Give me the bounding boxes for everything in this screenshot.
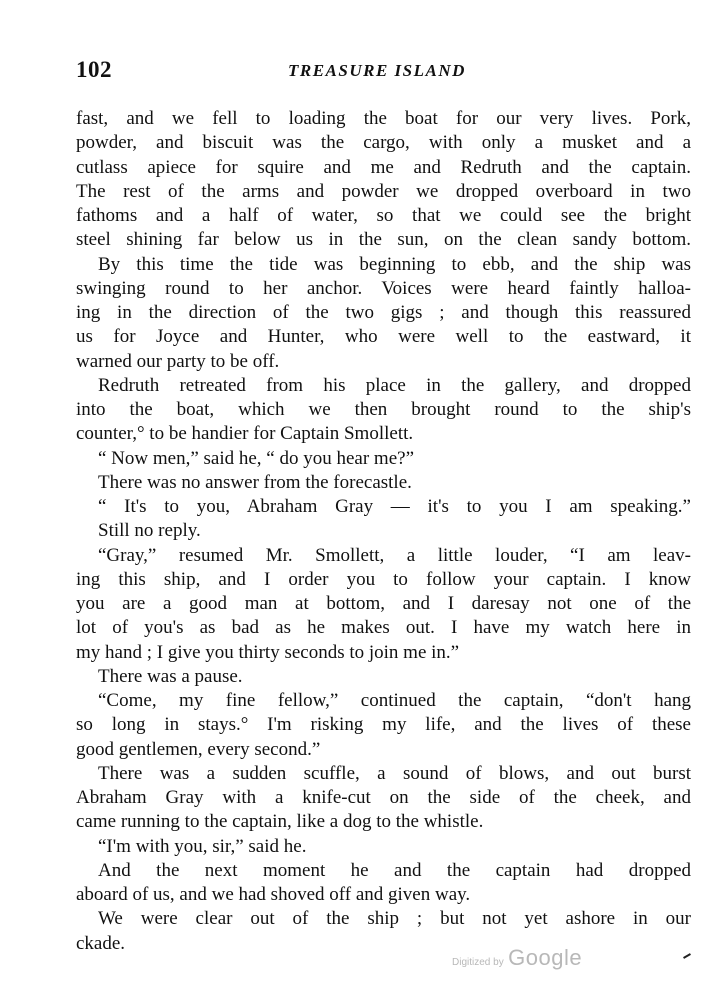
page-number: 102 (76, 57, 112, 82)
text-line: so long in stays.° I'm risking my life, and the lives of these (76, 714, 691, 736)
text-line: into the boat, which we then brought round to the ship's (76, 399, 691, 420)
text-line: fathoms and a half of water, so that we could see the bright (76, 205, 691, 226)
text-line: There was a pause. (98, 665, 243, 687)
text-line: you are a good man at bottom, and I daresay not one of the (76, 593, 691, 614)
text-line: We were clear out of the ship ; but not yet ashore in our (98, 908, 691, 930)
text-line: There was no answer from the forecastle. (98, 471, 412, 493)
text-line: counter,° to be handier for Captain Smollett. (76, 423, 414, 445)
text-line: “Gray,” resumed Mr. Smollett, a little louder, “I am leav- (98, 544, 691, 566)
text-line: The rest of the arms and powder we dropped overboard in two (76, 180, 691, 202)
page-header (76, 57, 691, 89)
text-line: good gentlemen, every second.” (76, 738, 321, 760)
text-line: fast, and we fell to loading the boat for our very lives. Pork, (76, 108, 691, 129)
text-line: There was a sudden scuffle, a sound of blows, and out burst (98, 762, 691, 784)
text-line: And the next moment he and the captain had dropped (98, 859, 691, 881)
text-line: powder, and biscuit was the cargo, with only a musket and a (76, 132, 691, 154)
text-line: Abraham Gray with a knife-cut on the side of the cheek, and (76, 787, 691, 808)
text-line: warned our party to be off. (76, 350, 280, 372)
text-line: cutlass apiece for squire and me and Redruth and the captain. (76, 156, 691, 178)
text-line: ing this ship, and I order you to follow your captain. I know (76, 568, 691, 590)
text-line: came running to the captain, like a dog to the whistle. (76, 811, 484, 833)
text-line: ing in the direction of the two gigs ; and though this reassured (76, 302, 691, 323)
text-line: aboard of us, and we had shoved off and given way. (76, 884, 471, 905)
running-title: TREASURE ISLAND (288, 61, 466, 80)
digitization-watermark (452, 945, 582, 971)
text-line: “I'm with you, sir,” said he. (98, 835, 307, 857)
text-line: us for Joyce and Hunter, who were well to the eastward, it (76, 326, 691, 348)
text-line: my hand ; I give you thirty seconds to join me in.” (76, 641, 460, 663)
text-line: By this time the tide was beginning to ebb, and the ship was (98, 253, 691, 275)
watermark-prefix: Digitized by (452, 957, 504, 968)
watermark-brand: Google (508, 945, 583, 970)
body-text (76, 107, 691, 956)
text-line: Redruth retreated from his place in the gallery, and dropped (98, 374, 691, 396)
text-line: lot of you's as bad as he makes out. I have my watch here in (76, 617, 691, 639)
text-line: steel shining far below us in the sun, on the clean sandy bottom. (76, 229, 691, 251)
text-line: swinging round to her anchor. Voices were heard faintly halloa- (76, 277, 691, 299)
text-line: ckade. (76, 932, 126, 954)
text-line: “Come, my fine fellow,” continued the captain, “don't hang (98, 690, 691, 711)
text-line: Still no reply. (98, 520, 201, 542)
text-line: “ Now men,” said he, “ do you hear me?” (98, 447, 415, 469)
text-line: “ It's to you, Abraham Gray — it's to you I am speaking.” (98, 496, 691, 517)
